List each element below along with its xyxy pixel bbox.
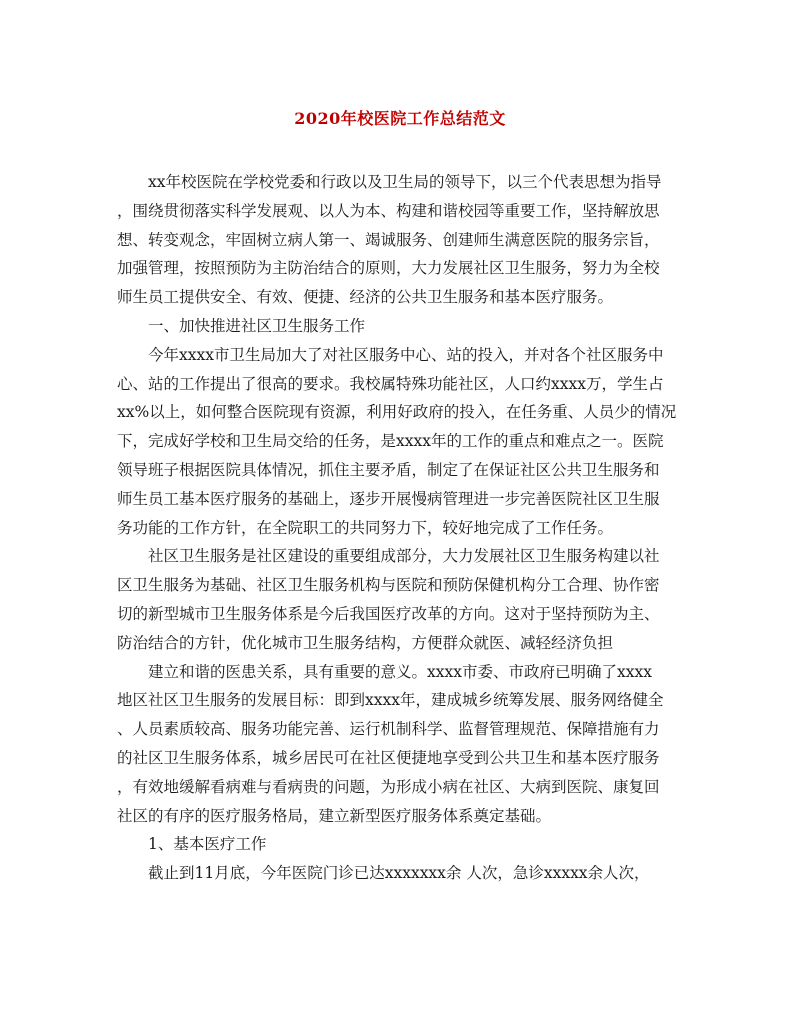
text-line: 想、转变观念，牢固树立病人第一、竭诚服务、创建师生满意医院的服务宗旨， xyxy=(117,230,660,249)
section-heading: 一、加快推进社区卫生服务工作 xyxy=(148,316,366,335)
text-line: 地区社区卫生服务的发展目标：即到xxxx年，建成城乡统筹发展、服务网络健全 xyxy=(117,691,664,710)
text-line: 心、站的工作提出了很高的要求。我校属特殊功能社区，人口约xxxx万，学生占 xyxy=(117,374,664,393)
text-line: 区卫生服务为基础、社区卫生服务机构与医院和预防保健机构分工合理、协作密 xyxy=(117,576,660,595)
text-line: 社区的有序的医疗服务格局，建立新型医疗服务体系奠定基础。 xyxy=(117,806,552,825)
text-line: 师生员工基本医疗服务的基础上，逐步开展慢病管理进一步完善医院社区卫生服 xyxy=(117,489,660,508)
text-line: 加强管理，按照预防为主防治结合的原则，大力发展社区卫生服务，努力为全校 xyxy=(117,259,660,278)
text-line: 领导班子根据医院具体情况，抓住主要矛盾，制定了在保证社区公共卫生服务和 xyxy=(117,460,660,479)
text-line: 下，完成好学校和卫生局交给的任务，是xxxx年的工作的重点和难点之一。医院 xyxy=(117,432,664,451)
subsection-heading: 1、基本医疗工作 xyxy=(148,835,267,854)
text-line: 今年xxxx市卫生局加大了对社区服务中心、站的投入，并对各个社区服务中 xyxy=(148,345,664,364)
text-line: 师生员工提供安全、有效、便捷、经济的公共卫生服务和基本医疗服务。 xyxy=(117,288,614,307)
text-line: 截止到11月底，今年医院门诊已达xxxxxxx余 人次，急诊xxxxx余人次， xyxy=(148,864,650,883)
text-line: xx年校医院在学校党委和行政以及卫生局的领导下，以三个代表思想为指导 xyxy=(148,173,662,191)
document-body xyxy=(117,168,683,888)
text-line: 建立和谐的医患关系，具有重要的意义。xxxx市委、市政府已明确了xxxx xyxy=(148,662,652,681)
text-line: 防治结合的方针，优化城市卫生服务结构，方便群众就医、减轻经济负担 xyxy=(117,633,614,652)
text-line: ，围绕贯彻落实科学发展观、以人为本、构建和谐校园等重要工作，坚持解放思 xyxy=(117,201,660,220)
text-line: xx%以上，如何整合医院现有资源，利用好政府的投入，在任务重、人员少的情况 xyxy=(117,403,677,422)
document-title: 2020年校医院工作总结范文 xyxy=(294,109,506,128)
text-line: 、人员素质较高、服务功能完善、运行机制科学、监督管理规范、保障措施有力 xyxy=(117,720,660,739)
text-line: 的社区卫生服务体系，城乡居民可在社区便捷地享受到公共卫生和基本医疗服务 xyxy=(117,748,660,767)
text-line: ，有效地缓解看病难与看病贵的问题，为形成小病在社区、大病到医院、康复回 xyxy=(117,777,660,796)
text-line: 务功能的工作方针，在全院职工的共同努力下，较好地完成了工作任务。 xyxy=(117,518,614,537)
text-line: 切的新型城市卫生服务体系是今后我国医疗改革的方向。这对于坚持预防为主、 xyxy=(117,604,660,623)
text-line: 社区卫生服务是社区建设的重要组成部分，大力发展社区卫生服务构建以社 xyxy=(148,547,660,566)
